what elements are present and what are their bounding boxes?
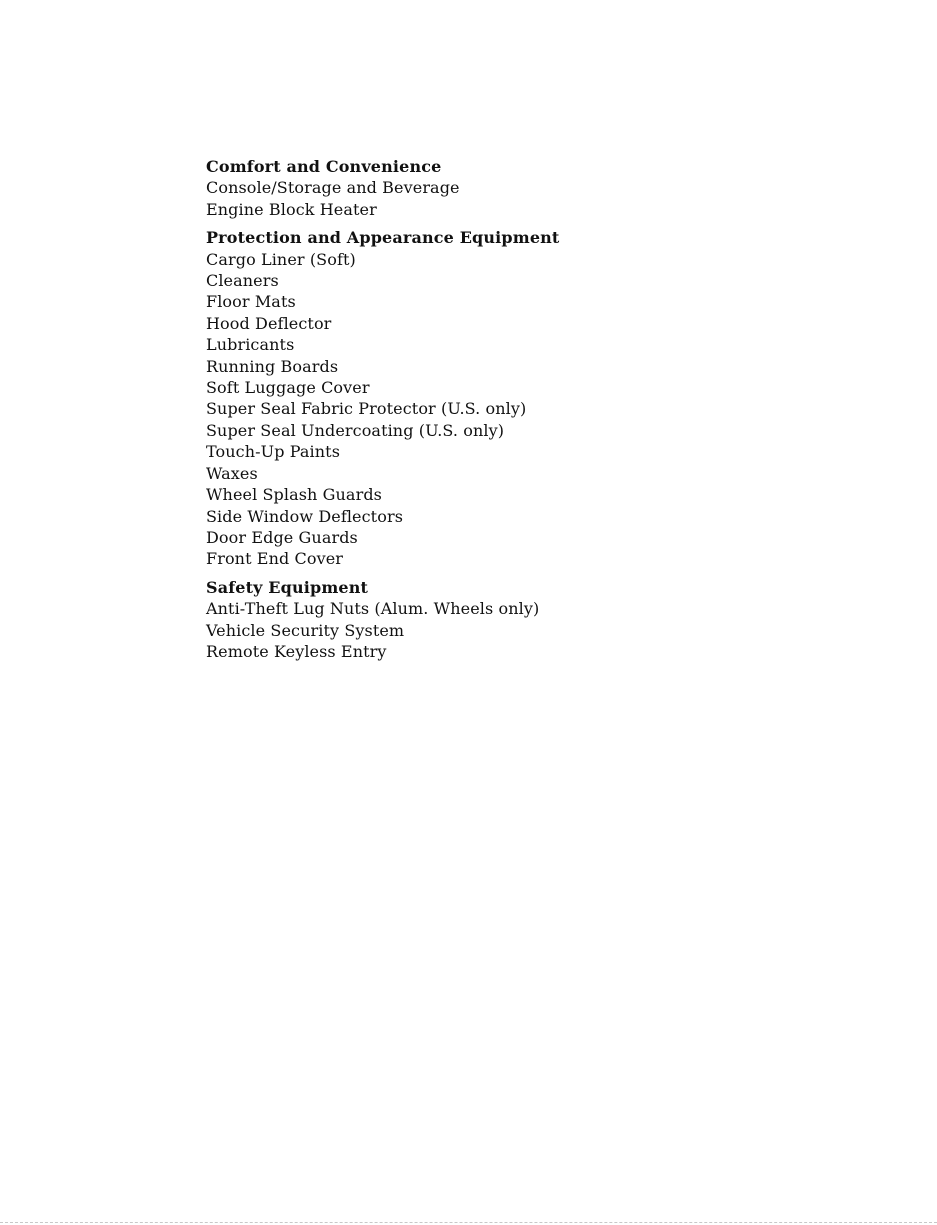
list-item: Super Seal Undercoating (U.S. only) [206, 420, 505, 440]
list-item: Cleaners [206, 271, 279, 291]
list-item: Console/Storage and Beverage [206, 178, 460, 198]
section-protection-and-appearance [206, 227, 806, 570]
section-comfort-and-convenience [206, 156, 806, 220]
list-item: Front End Cover [206, 549, 344, 569]
list-item: Super Seal Fabric Protector (U.S. only) [206, 399, 527, 419]
list-item: Engine Block Heater [206, 199, 377, 219]
page-bottom-edge [0, 1222, 937, 1223]
section-heading: Safety Equipment [206, 577, 369, 597]
list-item: Wheel Splash Guards [206, 485, 382, 505]
list-item: Waxes [206, 463, 258, 483]
list-item: Door Edge Guards [206, 527, 358, 547]
list-item: Anti-Theft Lug Nuts (Alum. Wheels only) [206, 599, 540, 619]
list-item: Touch-Up Paints [206, 442, 340, 462]
list-item: Remote Keyless Entry [206, 641, 387, 661]
list-item: Cargo Liner (Soft) [206, 249, 356, 269]
list-item: Running Boards [206, 356, 339, 376]
section-heading: Comfort and Convenience [206, 157, 442, 176]
list-item: Vehicle Security System [206, 620, 405, 640]
accessory-list [206, 156, 806, 669]
list-item: Soft Luggage Cover [206, 378, 370, 398]
list-item: Floor Mats [206, 292, 296, 312]
list-item: Side Window Deflectors [206, 506, 404, 526]
list-item: Hood Deflector [206, 313, 332, 333]
section-heading: Protection and Appearance Equipment [206, 228, 560, 248]
section-safety-equipment [206, 577, 806, 663]
list-item: Lubricants [206, 335, 295, 355]
